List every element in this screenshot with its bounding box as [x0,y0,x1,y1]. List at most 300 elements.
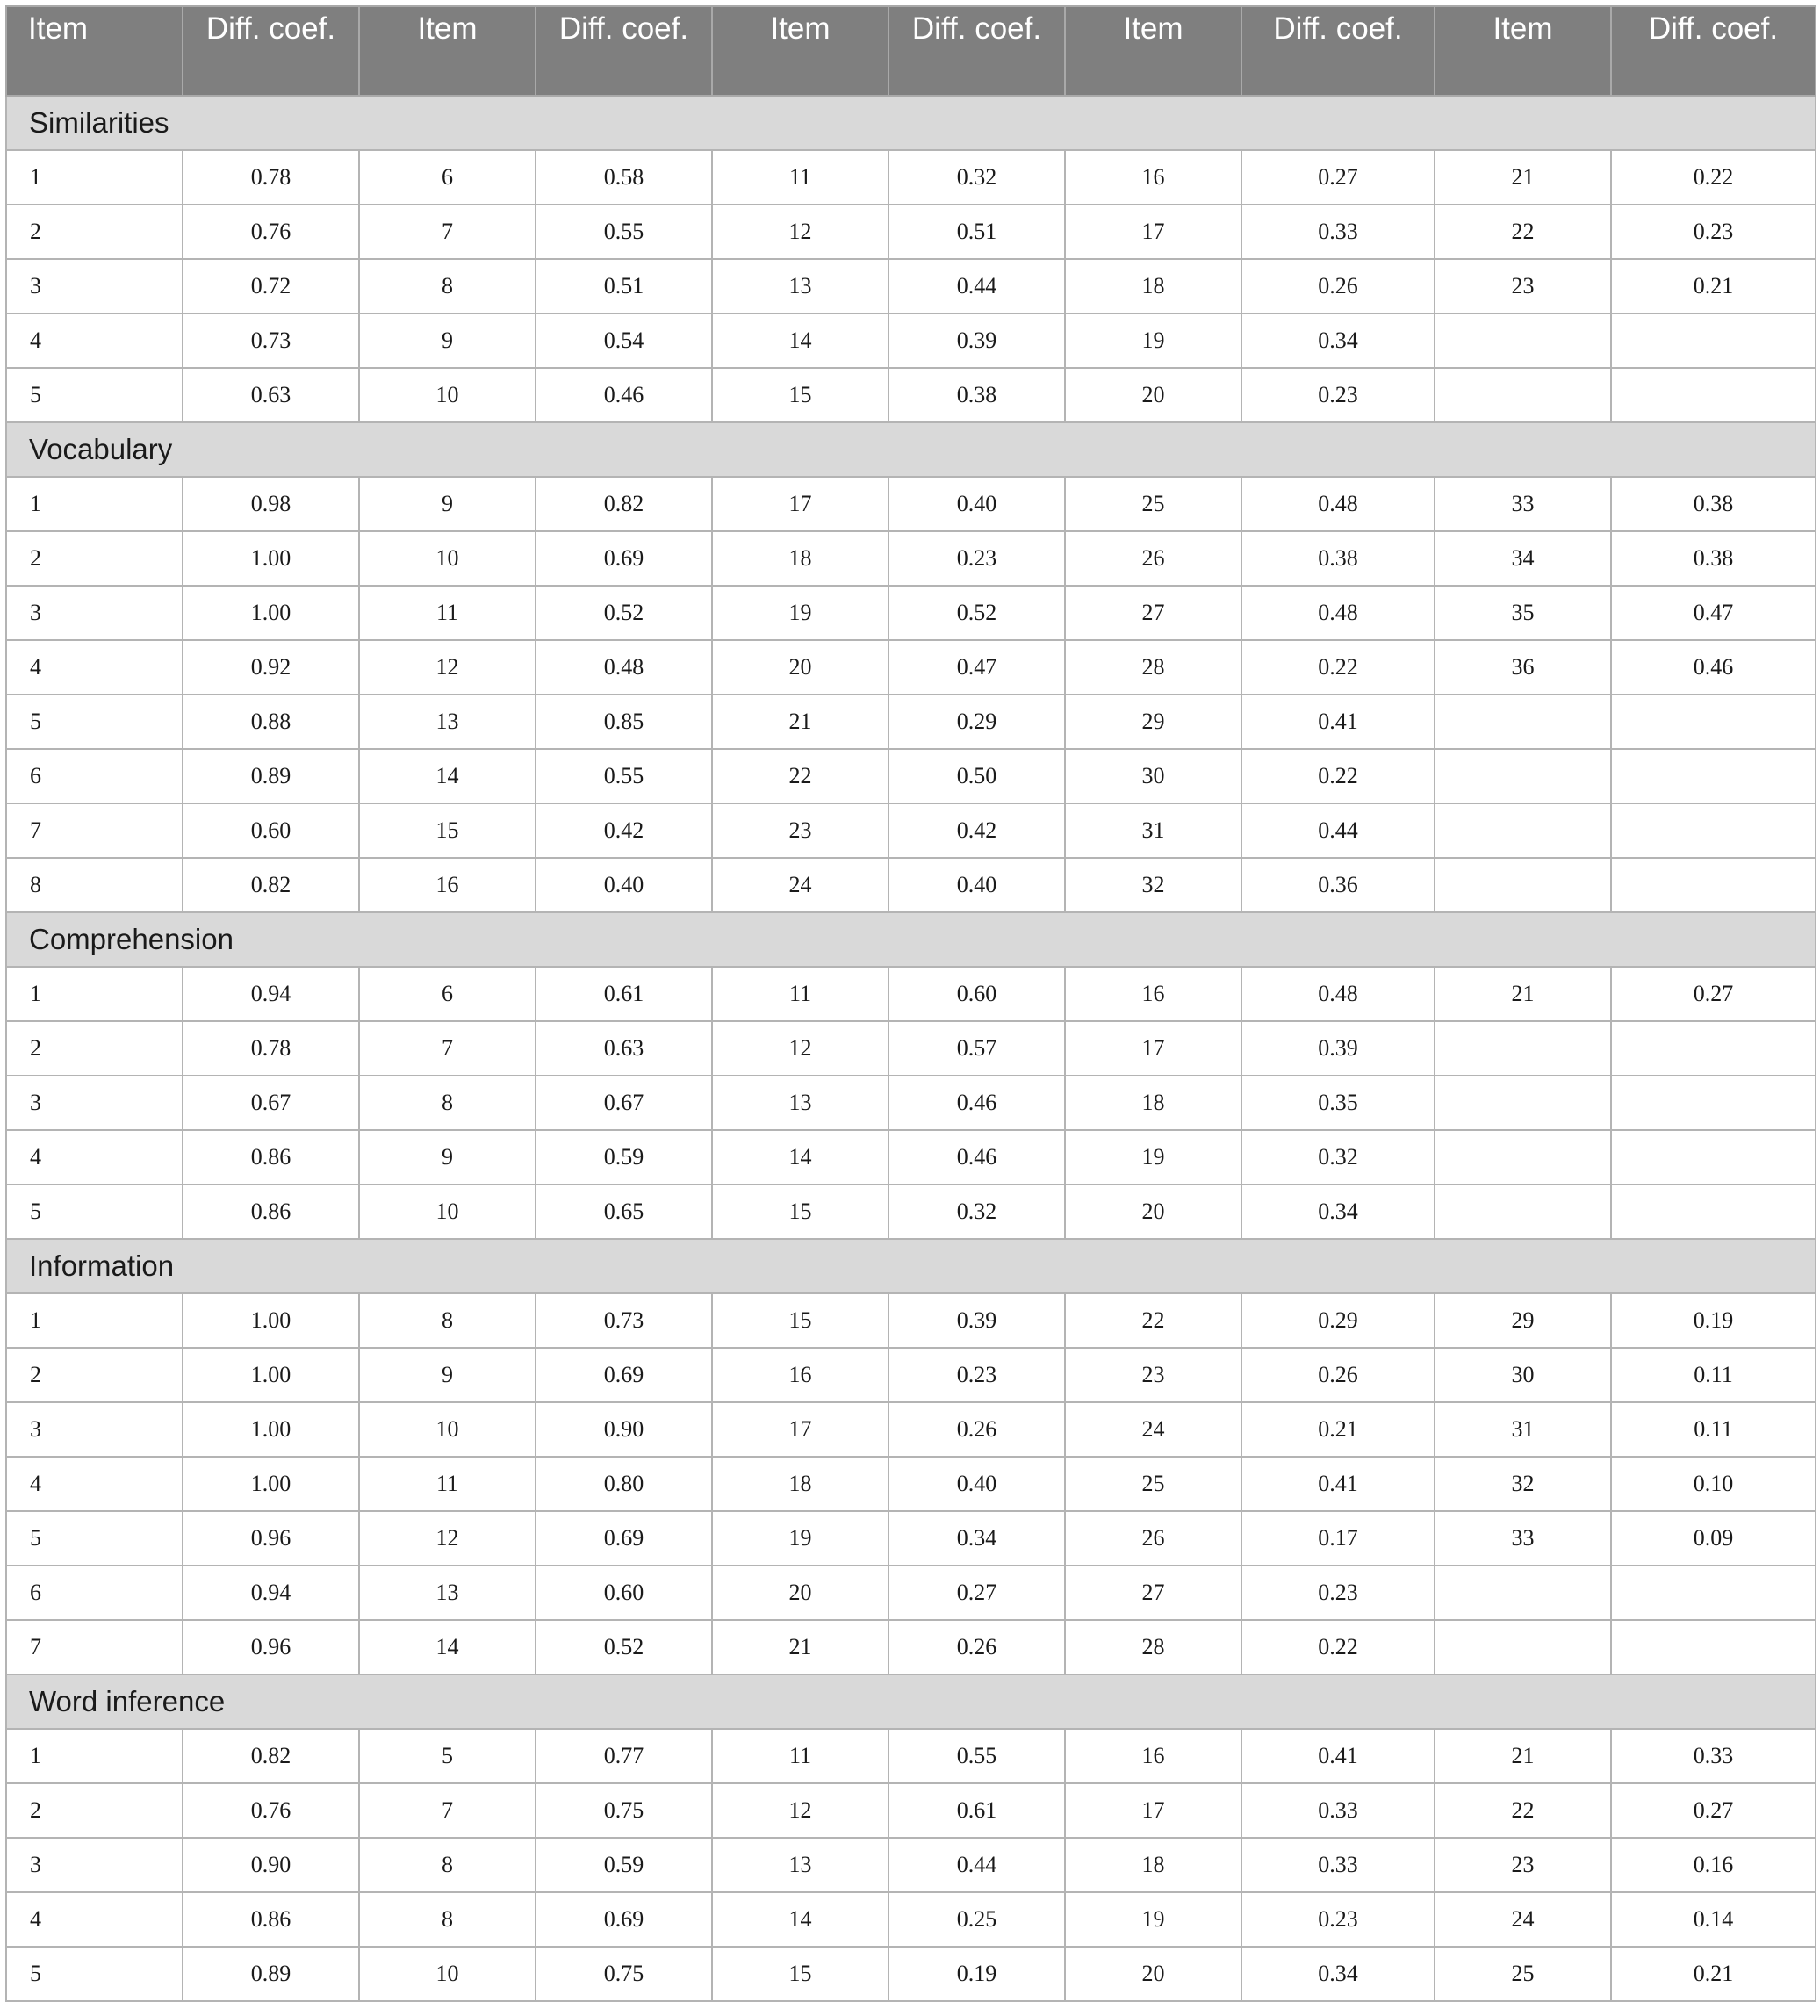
diff-coef-cell: 0.90 [183,1838,359,1892]
item-number-cell: 10 [359,1402,536,1457]
table-row [6,1184,1816,1239]
section-title: Word inference [6,1674,1816,1729]
item-number-cell [1435,858,1611,912]
item-number-cell: 6 [359,150,536,205]
item-number-cell: 18 [1065,259,1241,313]
diff-coef-cell: 0.23 [1241,1892,1435,1947]
diff-coef-cell: 0.32 [888,1184,1065,1239]
item-number-cell: 5 [6,1184,183,1239]
item-number-cell: 4 [6,1892,183,1947]
item-number-cell: 22 [1435,1783,1611,1838]
diff-coef-cell: 0.34 [1241,313,1435,368]
item-number-cell: 1 [6,967,183,1021]
item-number-cell: 16 [359,858,536,912]
item-number-cell [1435,695,1611,749]
item-number-cell [1435,803,1611,858]
diff-coef-cell: 0.96 [183,1620,359,1674]
item-number-cell: 15 [712,1293,888,1348]
diff-coef-cell: 0.42 [536,803,712,858]
item-number-cell: 16 [1065,150,1241,205]
diff-coef-cell: 0.41 [1241,1457,1435,1511]
item-number-cell: 10 [359,1184,536,1239]
diff-coef-cell: 0.26 [888,1620,1065,1674]
item-number-cell: 17 [712,1402,888,1457]
item-number-cell: 16 [1065,967,1241,1021]
diff-coef-cell: 0.48 [536,640,712,695]
diff-coef-cell: 0.17 [1241,1511,1435,1566]
diff-coef-cell: 0.98 [183,477,359,531]
item-number-cell: 8 [359,1293,536,1348]
diff-coef-cell: 0.76 [183,1783,359,1838]
table-row [6,1511,1816,1566]
diff-coef-cell: 0.67 [183,1076,359,1130]
diff-coef-cell: 0.69 [536,531,712,586]
difficulty-coefficient-table [5,5,1816,2002]
diff-coef-cell: 0.59 [536,1130,712,1184]
item-number-cell [1435,313,1611,368]
item-number-cell: 28 [1065,1620,1241,1674]
table-row [6,205,1816,259]
diff-coef-cell: 0.22 [1241,1620,1435,1674]
diff-coef-cell: 1.00 [183,586,359,640]
table-row [6,368,1816,422]
diff-coef-cell: 0.38 [1611,477,1816,531]
diff-coef-cell [1611,1076,1816,1130]
diff-coef-cell: 0.23 [888,531,1065,586]
item-number-cell: 19 [712,586,888,640]
diff-coef-cell: 0.55 [536,205,712,259]
item-number-cell: 2 [6,1021,183,1076]
header-item: Item [359,6,536,96]
table-row [6,858,1816,912]
table-row [6,313,1816,368]
item-number-cell: 8 [359,1838,536,1892]
diff-coef-cell: 0.73 [536,1293,712,1348]
diff-coef-cell: 0.19 [1611,1293,1816,1348]
item-number-cell: 5 [6,1947,183,2001]
item-number-cell: 21 [1435,1729,1611,1783]
item-number-cell: 1 [6,477,183,531]
section-title: Information [6,1239,1816,1293]
item-number-cell: 2 [6,1783,183,1838]
diff-coef-cell: 0.42 [888,803,1065,858]
item-number-cell: 17 [712,477,888,531]
header-diff-coef: Diff. coef. [183,6,359,96]
diff-coef-cell: 0.48 [1241,586,1435,640]
diff-coef-cell: 0.92 [183,640,359,695]
diff-coef-cell: 0.55 [888,1729,1065,1783]
diff-coef-cell: 0.52 [536,586,712,640]
diff-coef-cell: 0.33 [1241,205,1435,259]
item-number-cell: 30 [1065,749,1241,803]
item-number-cell: 3 [6,259,183,313]
section-title: Similarities [6,96,1816,150]
item-number-cell: 20 [712,1566,888,1620]
diff-coef-cell: 0.34 [1241,1184,1435,1239]
header-item: Item [1435,6,1611,96]
diff-coef-cell [1611,1566,1816,1620]
item-number-cell: 15 [712,1184,888,1239]
item-number-cell: 32 [1065,858,1241,912]
diff-coef-cell: 0.39 [888,313,1065,368]
diff-coef-cell: 0.14 [1611,1892,1816,1947]
item-number-cell: 21 [1435,150,1611,205]
item-number-cell: 8 [359,259,536,313]
header-diff-coef: Diff. coef. [536,6,712,96]
diff-coef-cell: 0.72 [183,259,359,313]
diff-coef-cell: 0.38 [1241,531,1435,586]
item-number-cell: 15 [712,368,888,422]
item-number-cell: 5 [6,1511,183,1566]
item-number-cell: 18 [1065,1076,1241,1130]
diff-coef-cell [1611,695,1816,749]
item-number-cell: 25 [1435,1947,1611,2001]
section-header-row [6,422,1816,477]
diff-coef-cell: 0.78 [183,150,359,205]
diff-coef-cell: 0.51 [888,205,1065,259]
diff-coef-cell: 0.47 [888,640,1065,695]
table-row [6,477,1816,531]
item-number-cell: 28 [1065,640,1241,695]
item-number-cell: 7 [6,803,183,858]
item-number-cell: 12 [712,1783,888,1838]
table-body [6,96,1816,2001]
diff-coef-cell: 0.16 [1611,1838,1816,1892]
header-diff-coef: Diff. coef. [888,6,1065,96]
diff-coef-cell: 0.34 [1241,1947,1435,2001]
diff-coef-cell: 0.48 [1241,967,1435,1021]
section-title: Vocabulary [6,422,1816,477]
diff-coef-cell: 0.32 [888,150,1065,205]
item-number-cell: 5 [359,1729,536,1783]
diff-coef-cell: 0.33 [1611,1729,1816,1783]
diff-coef-cell: 1.00 [183,1457,359,1511]
item-number-cell: 10 [359,368,536,422]
diff-coef-cell: 0.73 [183,313,359,368]
item-number-cell: 11 [712,1729,888,1783]
diff-coef-cell: 0.39 [888,1293,1065,1348]
item-number-cell: 9 [359,477,536,531]
header-item: Item [712,6,888,96]
item-number-cell: 3 [6,1076,183,1130]
diff-coef-cell: 0.22 [1611,150,1816,205]
item-number-cell: 15 [712,1947,888,2001]
diff-coef-cell: 0.50 [888,749,1065,803]
item-number-cell: 29 [1065,695,1241,749]
item-number-cell: 18 [712,531,888,586]
table-row [6,1729,1816,1783]
item-number-cell: 14 [712,1892,888,1947]
diff-coef-cell: 0.23 [888,1348,1065,1402]
item-number-cell: 10 [359,531,536,586]
item-number-cell: 8 [6,858,183,912]
diff-coef-cell: 0.41 [1241,1729,1435,1783]
table-row [6,586,1816,640]
table-header [6,6,1816,96]
diff-coef-cell: 0.22 [1241,749,1435,803]
item-number-cell: 2 [6,1348,183,1402]
diff-coef-cell: 0.26 [1241,1348,1435,1402]
item-number-cell: 1 [6,1729,183,1783]
item-number-cell: 23 [712,803,888,858]
diff-coef-cell: 0.59 [536,1838,712,1892]
diff-coef-cell: 0.89 [183,749,359,803]
diff-coef-cell: 0.94 [183,967,359,1021]
item-number-cell: 3 [6,586,183,640]
diff-coef-cell: 1.00 [183,1402,359,1457]
diff-coef-cell: 0.27 [888,1566,1065,1620]
item-number-cell: 12 [359,1511,536,1566]
table-row [6,1783,1816,1838]
item-number-cell: 1 [6,1293,183,1348]
diff-coef-cell: 0.29 [888,695,1065,749]
item-number-cell: 30 [1435,1348,1611,1402]
item-number-cell: 19 [1065,1892,1241,1947]
section-header-row [6,912,1816,967]
diff-coef-cell: 0.35 [1241,1076,1435,1130]
table-row [6,1838,1816,1892]
diff-coef-cell: 0.23 [1611,205,1816,259]
item-number-cell: 1 [6,150,183,205]
diff-coef-cell: 0.23 [1241,368,1435,422]
item-number-cell: 12 [359,640,536,695]
item-number-cell: 35 [1435,586,1611,640]
item-number-cell: 2 [6,205,183,259]
table-row [6,749,1816,803]
item-number-cell: 31 [1065,803,1241,858]
diff-coef-cell: 0.60 [888,967,1065,1021]
diff-coef-cell: 0.46 [1611,640,1816,695]
diff-coef-cell: 0.63 [536,1021,712,1076]
diff-coef-cell: 0.23 [1241,1566,1435,1620]
diff-coef-cell: 1.00 [183,531,359,586]
diff-coef-cell: 0.88 [183,695,359,749]
diff-coef-cell: 0.39 [1241,1021,1435,1076]
diff-coef-cell: 0.86 [183,1184,359,1239]
diff-coef-cell: 0.75 [536,1947,712,2001]
item-number-cell [1435,1021,1611,1076]
diff-coef-cell: 0.61 [888,1783,1065,1838]
item-number-cell: 16 [1065,1729,1241,1783]
item-number-cell: 14 [712,313,888,368]
section-header-row [6,1239,1816,1293]
diff-coef-cell: 0.65 [536,1184,712,1239]
section-header-row [6,1674,1816,1729]
table-row [6,803,1816,858]
diff-coef-cell: 0.44 [888,259,1065,313]
diff-coef-cell: 0.86 [183,1892,359,1947]
item-number-cell: 20 [1065,1184,1241,1239]
item-number-cell: 23 [1065,1348,1241,1402]
diff-coef-cell: 0.78 [183,1021,359,1076]
item-number-cell: 17 [1065,205,1241,259]
diff-coef-cell: 0.46 [888,1130,1065,1184]
diff-coef-cell [1611,368,1816,422]
diff-coef-cell: 0.60 [183,803,359,858]
table-row [6,1348,1816,1402]
item-number-cell: 27 [1065,1566,1241,1620]
diff-coef-cell: 0.76 [183,205,359,259]
item-number-cell: 24 [712,858,888,912]
diff-coef-cell: 0.38 [1611,531,1816,586]
table-row [6,1293,1816,1348]
diff-coef-cell: 0.82 [183,858,359,912]
table-row [6,967,1816,1021]
item-number-cell: 25 [1065,477,1241,531]
diff-coef-cell: 1.00 [183,1348,359,1402]
diff-coef-cell: 0.90 [536,1402,712,1457]
item-number-cell: 10 [359,1947,536,2001]
diff-coef-cell: 0.69 [536,1511,712,1566]
diff-coef-cell: 0.40 [888,1457,1065,1511]
item-number-cell: 5 [6,695,183,749]
item-number-cell: 13 [359,695,536,749]
diff-coef-cell: 0.19 [888,1947,1065,2001]
diff-coef-cell [1611,749,1816,803]
item-number-cell: 13 [712,259,888,313]
item-number-cell: 4 [6,1130,183,1184]
item-number-cell: 9 [359,313,536,368]
item-number-cell: 7 [6,1620,183,1674]
item-number-cell: 2 [6,531,183,586]
diff-coef-cell: 0.52 [536,1620,712,1674]
diff-coef-cell: 0.11 [1611,1348,1816,1402]
item-number-cell: 14 [712,1130,888,1184]
diff-coef-cell: 0.33 [1241,1838,1435,1892]
item-number-cell: 4 [6,1457,183,1511]
item-number-cell: 34 [1435,531,1611,586]
item-number-cell: 8 [359,1076,536,1130]
diff-coef-cell: 0.36 [1241,858,1435,912]
header-diff-coef: Diff. coef. [1611,6,1816,96]
diff-coef-cell: 0.09 [1611,1511,1816,1566]
diff-coef-cell: 0.46 [888,1076,1065,1130]
item-number-cell: 20 [1065,368,1241,422]
item-number-cell: 13 [359,1566,536,1620]
diff-coef-cell: 0.41 [1241,695,1435,749]
diff-coef-cell: 0.44 [1241,803,1435,858]
diff-coef-cell: 0.10 [1611,1457,1816,1511]
header-diff-coef: Diff. coef. [1241,6,1435,96]
table-row [6,640,1816,695]
item-number-cell: 25 [1065,1457,1241,1511]
item-number-cell: 11 [712,150,888,205]
item-number-cell: 17 [1065,1021,1241,1076]
item-number-cell: 17 [1065,1783,1241,1838]
item-number-cell: 6 [359,967,536,1021]
header-item: Item [1065,6,1241,96]
diff-coef-cell: 0.85 [536,695,712,749]
item-number-cell [1435,1620,1611,1674]
item-number-cell: 23 [1435,1838,1611,1892]
diff-coef-cell: 0.80 [536,1457,712,1511]
table-row [6,150,1816,205]
item-number-cell: 26 [1065,1511,1241,1566]
item-number-cell: 14 [359,749,536,803]
diff-coef-cell: 0.82 [183,1729,359,1783]
item-number-cell: 7 [359,205,536,259]
item-number-cell: 33 [1435,477,1611,531]
item-number-cell: 19 [1065,313,1241,368]
diff-coef-cell: 0.22 [1241,640,1435,695]
item-number-cell: 9 [359,1130,536,1184]
item-number-cell: 12 [712,205,888,259]
item-number-cell: 14 [359,1620,536,1674]
table-row [6,1947,1816,2001]
diff-coef-cell: 0.25 [888,1892,1065,1947]
item-number-cell: 26 [1065,531,1241,586]
diff-coef-cell: 0.34 [888,1511,1065,1566]
table-row [6,1130,1816,1184]
item-number-cell: 7 [359,1783,536,1838]
diff-coef-cell: 0.21 [1241,1402,1435,1457]
diff-coef-cell: 0.33 [1241,1783,1435,1838]
item-number-cell: 19 [1065,1130,1241,1184]
item-number-cell: 36 [1435,640,1611,695]
item-number-cell: 21 [1435,967,1611,1021]
diff-coef-cell: 0.86 [183,1130,359,1184]
diff-coef-cell: 0.63 [183,368,359,422]
table-row [6,1076,1816,1130]
item-number-cell: 12 [712,1021,888,1076]
diff-coef-cell: 0.89 [183,1947,359,2001]
item-number-cell [1435,368,1611,422]
diff-coef-cell [1611,803,1816,858]
diff-coef-cell: 0.46 [536,368,712,422]
diff-coef-cell: 0.61 [536,967,712,1021]
item-number-cell: 32 [1435,1457,1611,1511]
table-row [6,1021,1816,1076]
diff-coef-cell: 1.00 [183,1293,359,1348]
item-number-cell: 23 [1435,259,1611,313]
section-header-row [6,96,1816,150]
table-row [6,695,1816,749]
item-number-cell [1435,1130,1611,1184]
diff-coef-cell: 0.40 [888,477,1065,531]
table-row [6,1620,1816,1674]
item-number-cell: 11 [359,586,536,640]
section-title: Comprehension [6,912,1816,967]
item-number-cell: 21 [712,1620,888,1674]
diff-coef-cell: 0.51 [536,259,712,313]
diff-coef-cell: 0.26 [1241,259,1435,313]
diff-coef-cell: 0.38 [888,368,1065,422]
diff-coef-cell: 0.40 [888,858,1065,912]
diff-coef-cell: 0.27 [1241,150,1435,205]
diff-coef-cell: 0.60 [536,1566,712,1620]
item-number-cell: 24 [1065,1402,1241,1457]
diff-coef-cell: 0.94 [183,1566,359,1620]
item-number-cell: 3 [6,1402,183,1457]
diff-coef-cell [1611,313,1816,368]
item-number-cell: 5 [6,368,183,422]
item-number-cell: 11 [712,967,888,1021]
diff-coef-cell [1611,1620,1816,1674]
diff-coef-cell [1611,858,1816,912]
diff-coef-cell: 0.32 [1241,1130,1435,1184]
header-item: Item [6,6,183,96]
item-number-cell: 31 [1435,1402,1611,1457]
item-number-cell: 18 [712,1457,888,1511]
diff-coef-cell: 0.69 [536,1348,712,1402]
item-number-cell [1435,749,1611,803]
table-row [6,1402,1816,1457]
item-number-cell: 24 [1435,1892,1611,1947]
diff-coef-cell: 0.57 [888,1021,1065,1076]
item-number-cell: 4 [6,313,183,368]
header-row [6,6,1816,96]
item-number-cell: 29 [1435,1293,1611,1348]
